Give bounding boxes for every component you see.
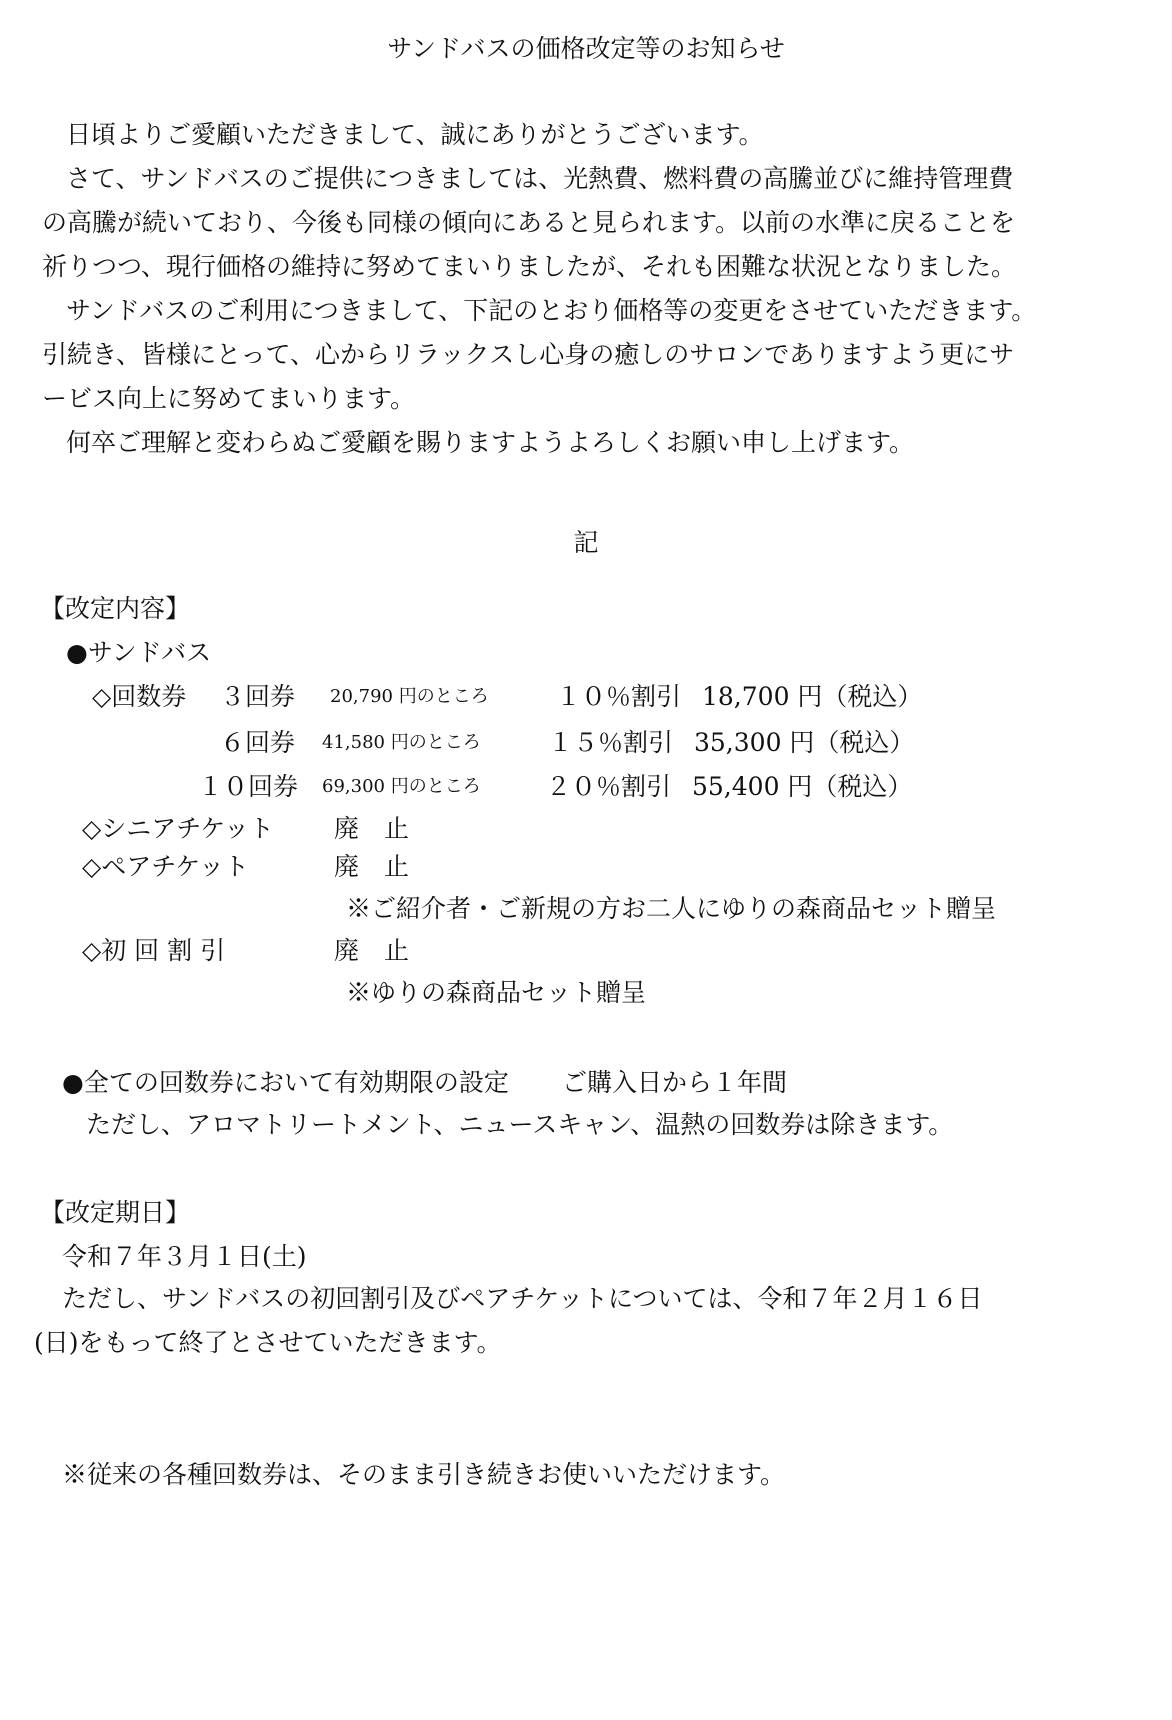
date-heading: 【改定期日】: [40, 1198, 191, 1227]
abolished-note: ※ゆりの森商品セット贈呈: [346, 978, 647, 1007]
intro-line: さて、サンドバスのご提供につきましては、光熱費、燃料費の高騰並びに維持管理費: [66, 164, 1014, 193]
revision-heading: 【改定内容】: [40, 594, 191, 623]
coupon-original-price: 69,300 円のところ: [322, 776, 481, 797]
intro-line: 日頃よりご愛顧いただきまして、誠にありがとうございます。: [66, 120, 764, 149]
intro-line: 引続き、皆様にとって、心からリラックスし心身の癒しのサロンでありますよう更にサ: [42, 340, 1015, 369]
coupon-price: 18,700 円（税込）: [702, 682, 923, 711]
coupon-label: ◇回数券: [92, 682, 187, 711]
validity-value: ご購入日から１年間: [562, 1068, 788, 1097]
validity-label: ●全ての回数券において有効期限の設定: [62, 1068, 509, 1097]
coupon-name: ６回券: [220, 728, 296, 757]
coupon-price: 55,400 円（税込）: [692, 772, 913, 801]
abolished-label: ◇初 回 割 引: [82, 936, 226, 965]
abolished-note: ※ご紹介者・ご新規の方お二人にゆりの森商品セット贈呈: [346, 894, 997, 923]
coupon-discount: １０％割引: [556, 682, 682, 711]
ki-heading: 記: [573, 528, 599, 557]
intro-line: サンドバスのご利用につきまして、下記のとおり価格等の変更をさせていただきます。: [66, 296, 1037, 325]
coupon-discount: ２０％割引: [546, 772, 672, 801]
coupon-original-price: 20,790 円のところ: [330, 686, 489, 707]
intro-line: 祈りつつ、現行価格の維持に努めてまいりましたが、それも困難な状況となりました。: [42, 252, 1017, 281]
coupon-price: 35,300 円（税込）: [694, 728, 915, 757]
coupon-discount: １５％割引: [548, 728, 674, 757]
revision-date: 令和７年３月１日(土): [62, 1242, 307, 1271]
sandbath-heading: ●サンドバス: [66, 638, 212, 667]
date-note: (日)をもって終了とさせていただきます。: [34, 1328, 502, 1357]
validity-note: ただし、アロマトリートメント、ニュースキャン、温熱の回数券は除きます。: [86, 1110, 954, 1139]
coupon-original-price: 41,580 円のところ: [322, 732, 481, 753]
abolished-status: 廃 止: [334, 814, 410, 843]
document-title: サンドバスの価格改定等のお知らせ: [387, 34, 785, 63]
coupon-name: ３回券: [220, 682, 296, 711]
abolished-status: 廃 止: [334, 852, 410, 881]
intro-line: 何卒ご理解と変わらぬご愛顧を賜りますようよろしくお願い申し上げます。: [66, 428, 915, 457]
date-note: ただし、サンドバスの初回割引及びペアチケットについては、令和７年２月１６日: [62, 1284, 983, 1313]
coupon-name: １０回券: [198, 772, 299, 801]
abolished-status: 廃 止: [334, 936, 410, 965]
intro-line: の高騰が続いており、今後も同様の傾向にあると見られます。以前の水準に戻ることを: [42, 208, 1016, 237]
intro-line: ービス向上に努めてまいります。: [42, 384, 416, 413]
footer-note: ※従来の各種回数券は、そのまま引き続きお使いいただけます。: [62, 1460, 786, 1489]
abolished-label: ◇シニアチケット: [82, 814, 274, 843]
abolished-label: ◇ペアチケット: [82, 852, 249, 881]
